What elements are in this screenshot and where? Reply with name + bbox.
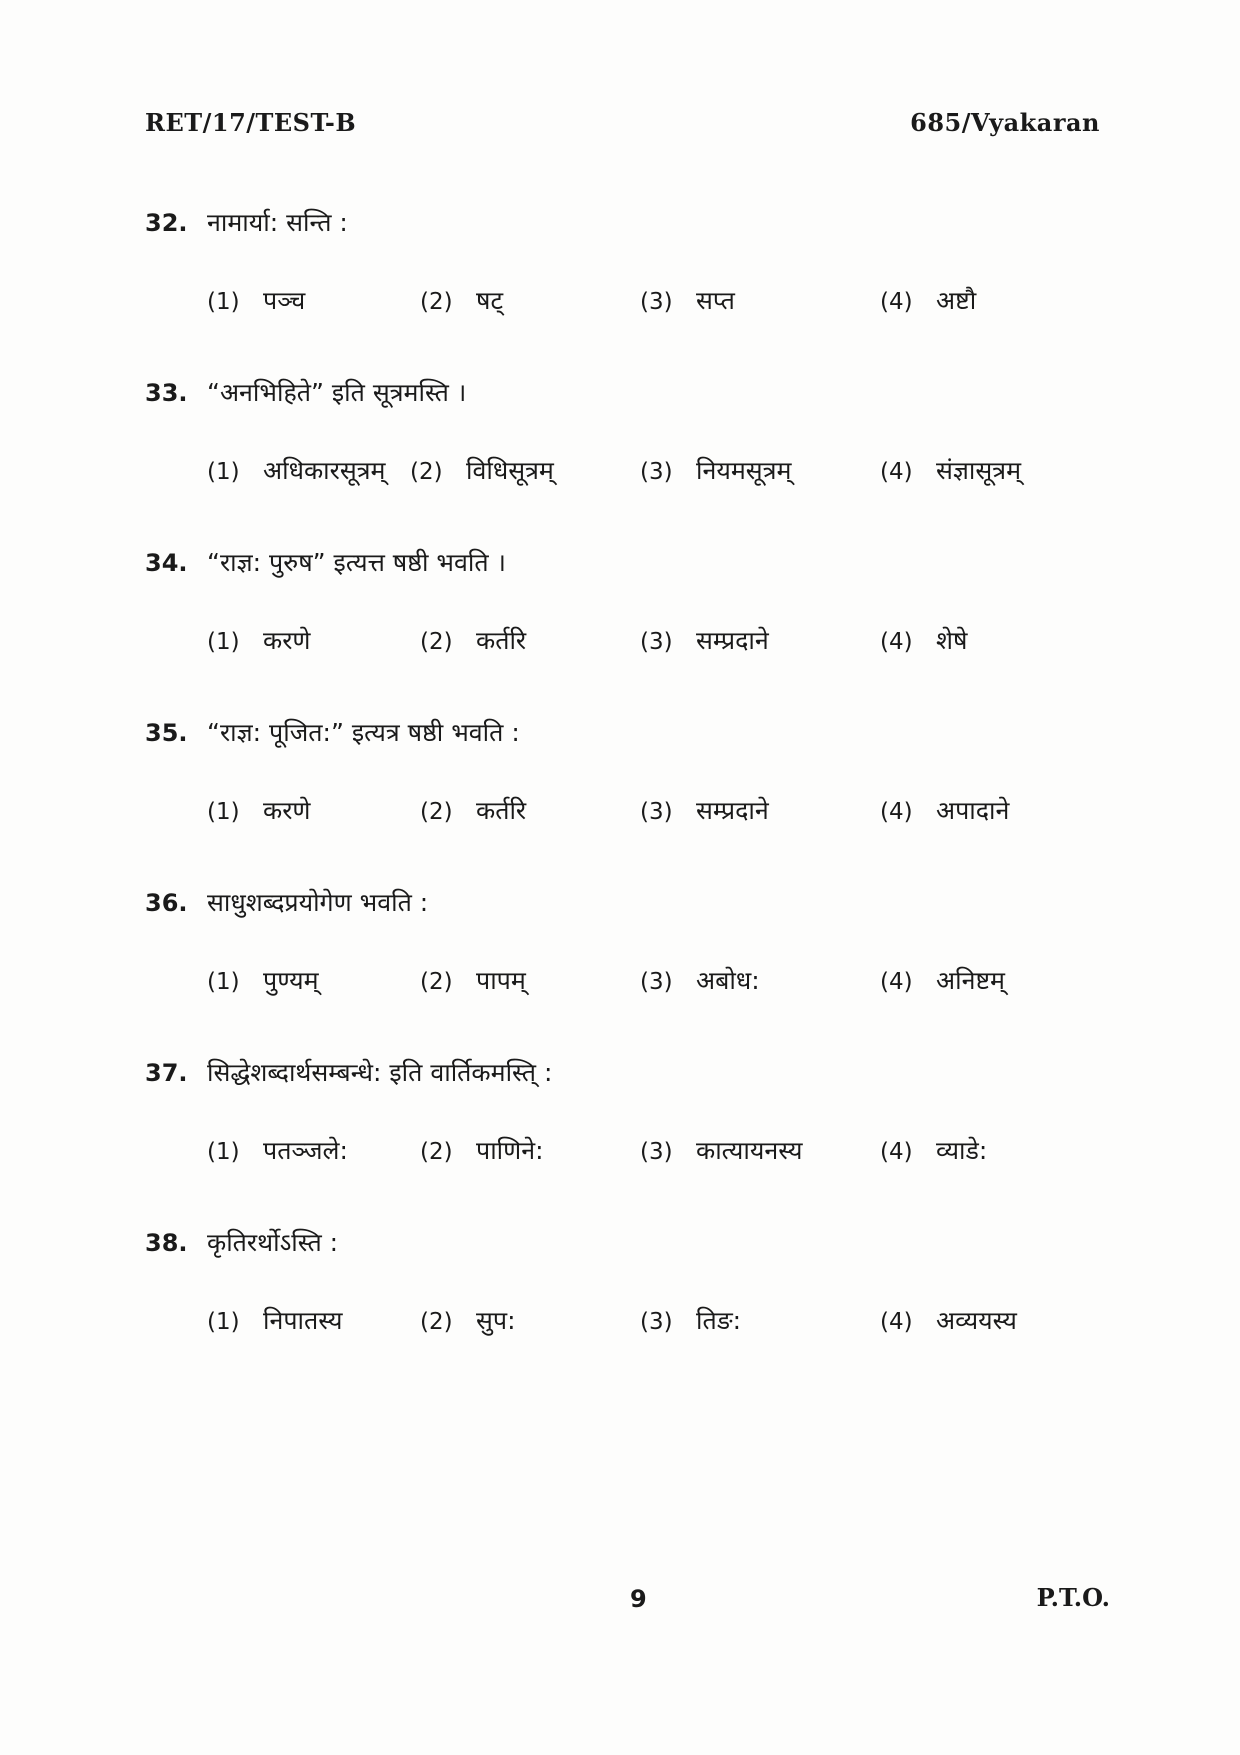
option-number: (1) [207,799,240,825]
option-text: कर्तरि [476,626,527,655]
option-text: शेषे [936,626,968,655]
option-number: (4) [880,799,913,825]
option-3 [640,283,735,317]
option-3 [640,793,769,827]
option-text: कात्यायनस्य [696,1136,803,1165]
option-number: (2) [420,1139,453,1165]
option-number: (1) [207,289,240,315]
question-text: सिद्धेशब्दार्थसम्बन्धे: इति वार्तिकमस्ति् : [207,1058,553,1087]
option-text: तिङ: [696,1306,742,1335]
option-number: (1) [207,969,240,995]
paper-code: RET/17/TEST-B [145,108,357,137]
question-number: 34. [145,549,188,577]
option-number: (3) [640,1139,673,1165]
option-text: नियमसूत्रम् [696,456,792,485]
question-35 [145,715,1105,833]
option-text: षट् [476,286,504,315]
option-text: करणे [263,796,311,825]
question-34 [145,545,1105,663]
option-text: कर्तरि [476,796,527,825]
option-number: (3) [640,459,673,485]
question-37 [145,1055,1105,1173]
option-text: सप्त [696,286,735,315]
options-row [145,793,1105,833]
option-1 [207,623,311,657]
option-number: (3) [640,799,673,825]
options-row [145,623,1105,663]
option-number: (2) [420,1309,453,1335]
option-number: (3) [640,969,673,995]
option-2 [420,1133,544,1167]
question-36 [145,885,1105,1003]
question-32 [145,205,1105,323]
option-1 [207,453,386,487]
option-1 [207,1133,348,1167]
option-text: अबोध: [696,966,760,995]
option-number: (2) [420,289,453,315]
option-number: (3) [640,1309,673,1335]
option-4 [880,453,1021,487]
question-text: “राज्ञ: पुरुष” इत्यत्त षष्ठी भवति । [207,548,507,577]
options-row [145,963,1105,1003]
options-row [145,1133,1105,1173]
option-text: व्याडे: [936,1136,988,1165]
option-2 [420,963,526,997]
options-row [145,283,1105,323]
option-text: पाणिने: [476,1136,544,1165]
options-row [145,1303,1105,1343]
option-number: (4) [880,969,913,995]
question-number: 38. [145,1229,188,1257]
option-4 [880,623,967,657]
option-text: पुण्यम् [263,966,319,995]
question-text: नामार्या: सन्ति : [207,208,348,237]
option-1 [207,963,319,997]
option-2 [420,623,526,657]
question-text: साधुशब्दप्रयोगेण भवति : [207,888,429,917]
question-text: “अनभिहिते” इति सूत्रमस्ति । [207,378,467,407]
option-text: अष्टौ [936,286,977,315]
option-4 [880,1133,987,1167]
option-number: (2) [420,629,453,655]
option-text: अनिष्टम् [936,966,1006,995]
option-3 [640,623,769,657]
option-number: (4) [880,1309,913,1335]
question-number: 37. [145,1059,188,1087]
option-text: पञ्च [263,286,306,315]
option-3 [640,1133,803,1167]
option-1 [207,283,305,317]
option-number: (4) [880,289,913,315]
option-text: अव्ययस्य [936,1306,1017,1335]
option-2 [420,793,526,827]
option-text: संज्ञासूत्रम् [936,456,1022,485]
option-4 [880,1303,1017,1337]
option-text: पापम् [476,966,526,995]
option-number: (4) [880,1139,913,1165]
option-text: अपादाने [936,796,1010,825]
option-text: सम्प्रदाने [696,796,769,825]
option-3 [640,963,760,997]
option-text: निपातस्य [263,1306,343,1335]
pto-label: P.T.O. [1036,1583,1110,1612]
question-text: कृतिरर्थोऽस्ति : [207,1228,339,1257]
page-number: 9 [630,1585,647,1613]
option-2 [420,1303,516,1337]
option-number: (3) [640,289,673,315]
question-number: 35. [145,719,188,747]
option-text: सुप: [476,1306,516,1335]
option-text: पतञ्जले: [263,1136,348,1165]
options-row [145,453,1105,493]
option-number: (4) [880,459,913,485]
option-1 [207,793,311,827]
option-4 [880,793,1009,827]
option-text: अधिकारसूत्रम् [263,456,386,485]
question-38 [145,1225,1105,1343]
option-number: (1) [207,629,240,655]
option-number: (1) [207,459,240,485]
option-number: (2) [420,969,453,995]
option-text: विधिसूत्रम् [466,456,554,485]
option-2 [410,453,554,487]
option-number: (2) [420,799,453,825]
option-2 [420,283,503,317]
option-number: (2) [410,459,443,485]
question-number: 36. [145,889,188,917]
option-3 [640,1303,741,1337]
question-number: 32. [145,209,188,237]
option-4 [880,283,976,317]
option-3 [640,453,791,487]
question-number: 33. [145,379,188,407]
option-text: सम्प्रदाने [696,626,769,655]
option-number: (4) [880,629,913,655]
option-number: (1) [207,1139,240,1165]
question-33 [145,375,1105,493]
subject-code: 685/Vyakaran [910,108,1100,137]
option-text: करणे [263,626,311,655]
option-number: (1) [207,1309,240,1335]
question-text: “राज्ञ: पूजित:” इत्यत्र षष्ठी भवति : [207,718,520,747]
option-1 [207,1303,343,1337]
option-4 [880,963,1005,997]
option-number: (3) [640,629,673,655]
